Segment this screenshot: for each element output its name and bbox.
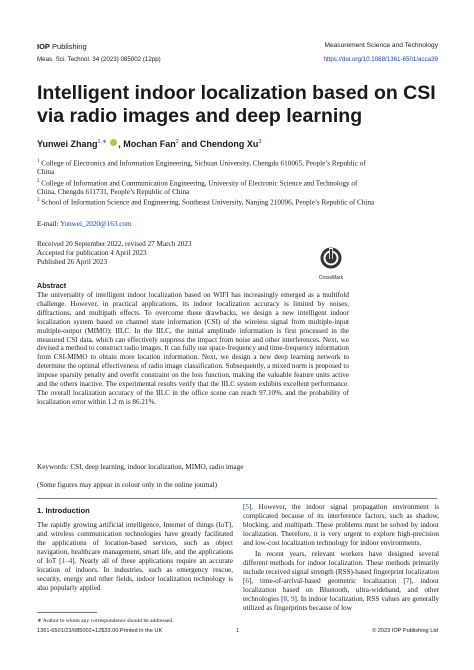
footnote-divider bbox=[37, 612, 97, 613]
author-affiliation-ref[interactable]: 2 bbox=[175, 139, 179, 145]
section-divider bbox=[37, 498, 437, 499]
author-name: Mochan Fan bbox=[123, 139, 176, 149]
email-link[interactable]: Yunwei_2020@163.com bbox=[60, 220, 132, 228]
author-affiliation-ref[interactable]: 1,∗ bbox=[97, 139, 107, 145]
author-name: Yunwei Zhang bbox=[37, 139, 98, 149]
affiliation: $^2$ College of Information and Communication Engineering, University of Electronic Science and Technology of China, Chengdu 611731, People’s Republic of China bbox=[37, 179, 358, 197]
doi-link[interactable]: https://doi.org/10.1088/1361-6501/acca39 bbox=[323, 56, 438, 63]
citation-link[interactable]: 6 bbox=[245, 577, 249, 585]
crossmark-icon bbox=[320, 247, 342, 269]
author-affiliation-ref[interactable]: 3 bbox=[258, 139, 262, 145]
keywords: Keywords: CSI, deep learning, indoor localization, MIMO, radio image bbox=[37, 463, 244, 471]
footer-issn: 1361-6501/23/085002+12$33.00 Printed in the UK bbox=[37, 628, 163, 634]
intro-paragraph: The rapidly growing artificial intelligence, Internet of things (IoT), and wireless communication technologies have greatly facilitated the applications of location-based services, such as object navigation, healthcare management, smart life, and the applications of IoT [1–4]. Nearly all of these applications require an accurate location of indoors. In industries, such as emergency rescue, security, energy and other fields, indoor localization technology is also popularly applied bbox=[37, 521, 233, 592]
author-name: Chendong Xu bbox=[199, 139, 259, 149]
citation: Meas. Sci. Technol. 34 (2023) 085002 (12pp) bbox=[37, 56, 161, 63]
page-number: 1 bbox=[236, 628, 240, 634]
citation-link[interactable]: 7 bbox=[405, 577, 410, 585]
published-date: Published 26 April 2023 bbox=[37, 258, 108, 266]
abstract-heading: Abstract bbox=[37, 281, 67, 290]
accepted-date: Accepted for publication 4 April 2023 bbox=[37, 249, 147, 257]
abstract-text: The universality of intelligent indoor localization based on WIFI has increasingly emerged as a multifold challenge. However, in practical applications, its indoor localization accuracy is limited by noises, diffractions, and multipath effects. To overcome these drawbacks, we design a new intelligent indoor localization system based on channel state information (CSI) of the wireless signal from multiple-input multiple-output (MIMO): IILC. In the IILC, the initial amplitude information is first processed in the measured CSI data, which can effectively suppress the impact from noise and other interferences. Next, we devised a method to construct radio images. It can fully use space-frequency and time-frequency information from CSI-MIMO to obtain more location information. Next, we design a new deep learning network to determine the optimal effectiveness of radio image classification. Subsequently, a mixed norm is proposed to impose sparsity penalty and overfit constraint on the loss function, making the valuable feature units active and the others inactive. The experimental results verify that the IILC system exhibits excellent performance. The overall localization accuracy of the IILC in the office scene can reach 97.10%, and the probability of localization error within 1.2 m is 86.21%. bbox=[37, 291, 349, 406]
received-date: Received 20 September 2022, revised 27 March 2023 bbox=[37, 240, 192, 248]
citation-link[interactable]: 5 bbox=[245, 503, 249, 511]
section-heading: 1. Introduction bbox=[37, 506, 90, 515]
crossmark-button[interactable]: CrossMark bbox=[316, 247, 346, 281]
intro-paragraph: [5]. However, the indoor signal propagation environment is complicated because of its interference factors, such as shadow, blocking, and multipath. These problems must be solved by indoor localization. Therefore, it is very urgent to explore high-precision and low-cost localization technology for indoor environments. bbox=[243, 503, 439, 547]
affiliation: $^3$ School of Information Science and Engineering, Southeast University, Nanjing 210096, People’s Republic of China bbox=[37, 198, 375, 207]
contact-email: E-mail: Yunwei_2020@163.com bbox=[37, 220, 132, 228]
colour-note: (Some figures may appear in colour only in the online journal) bbox=[37, 481, 218, 489]
affiliation: $^1$ College of Electronics and Information Engineering, Sichuan University, Chengdu 610065, People’s Republic of China bbox=[37, 159, 366, 177]
publisher-logo: IOP Publishing bbox=[37, 42, 87, 51]
journal-name: Measurement Science and Technology bbox=[324, 42, 438, 49]
author-list: Yunwei Zhang$^{1,∗}$ , Mochan Fan$^2$ and Chendong Xu$^3$ bbox=[37, 139, 262, 149]
paper-title: Intelligent indoor localization based on CSI via radio images and deep learning bbox=[37, 82, 436, 127]
footnote: ∗ Author to whom any correspondence should be addressed. bbox=[37, 618, 174, 624]
citation-link[interactable]: 9 bbox=[290, 595, 295, 603]
orcid-icon[interactable] bbox=[110, 139, 117, 146]
citation-link[interactable]: 8 bbox=[283, 595, 288, 603]
intro-paragraph: In recent years, relevant workers have designed several different methods for indoor localization. These methods primarily include received signal strength (RSS)-based fingerprint localization [6], time-of-arrival-based geometric localization [7], indoor localization based on Bluetooth, ultra-wideband, and other technologies [8, 9]. In indoor localization, RSS values are generally utilized as fingerprints because of low bbox=[243, 550, 440, 612]
citation-link[interactable]: 1–4 bbox=[61, 557, 73, 565]
footer-copyright: © 2023 IOP Publishing Ltd bbox=[372, 628, 438, 634]
intro-right-column bbox=[243, 503, 439, 613]
